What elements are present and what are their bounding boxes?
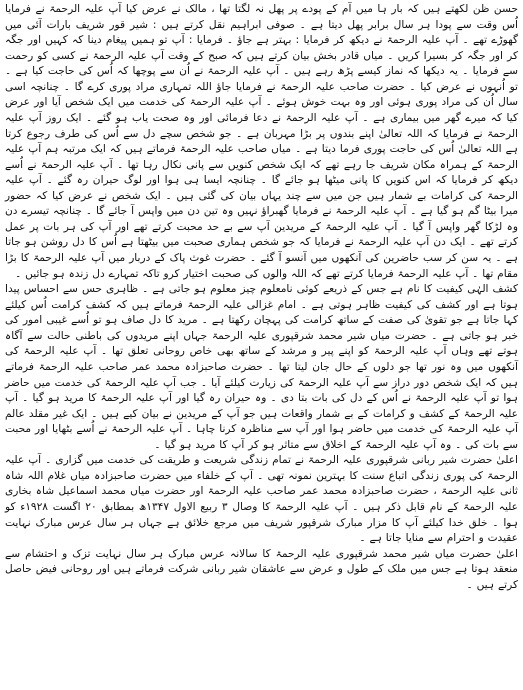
paragraph-karamat: حسن ظن لکھتے ہیں کہ بار ہا میں آم کے پودے پر پھل نہ لگتا تھا ، مالک نے عرض کیا آپ علیہ الرحمۃ نے فرمایا اُس وقت سے پودا ہر سال برابر پھل دیتا ہے ۔ صوفی ابراہیم نقل کرتے ہیں : شیر قور شریف بارات آئی میں گھوڑے تھے ۔ آپ علیہ الرحمۃ نے دیکھ کر فرمایا : بہتر ہے جاؤ ۔ فرمایا : آپ تو ہمیں پیغام دینا کہ کہیں اور جگہ کر اور جگہ کر بسیرا کریں ۔ میاں قادر بخش بیان کرتے ہیں کہ صبح کے وقت آپ علیہ الرحمۃ نے کسی کو رحمت سے فرمایا ۔ یہ دیکھا کہ نماز کیسے پڑھ رہے ہیں ۔ آپ علیہ الرحمۃ نے اُن سے پوچھا کہ اُس کی حاجت کیا ہے ۔ تو اُنہوں نے عرض کیا ۔ حضرت صاحب علیہ الرحمۃ نے فرمایا جاؤ اللہ تمہاری مراد پوری کرے گا ۔ چنانچہ اسی سال اُن کی مراد پوری ہوئی اور وہ بہت خوش ہوئے ۔ آپ علیہ الرحمۃ کی خدمت میں ایک شخص آیا اور عرض کیا کہ میرے گھر میں بیماری ہے ۔ آپ علیہ الرحمۃ نے دعا فرمائی اور وہ صحت یاب ہو گئے ۔ ایک روز آپ علیہ الرحمۃ نے فرمایا کہ اللہ تعالیٰ اپنے بندوں پر بڑا مہربان ہے ۔ جو شخص سچے دل سے اُس کی طرف رجوع کرتا ہے اللہ تعالیٰ اُس کی حاجت پوری فرما دیتا ہے ۔ میاں صاحب علیہ الرحمۃ فرماتے ہیں کہ ایک مرتبہ ہم آپ علیہ الرحمۃ کے ہمراہ مکان شریف جا رہے تھے کہ ایک شخص کنویں سے پانی نکال رہا تھا ۔ آپ علیہ الرحمۃ نے اُسے دیکھ کر فرمایا کہ اس کنویں کا پانی میٹھا ہو جائے گا ۔ چنانچہ ایسا ہی ہوا اور لوگ حیران رہ گئے ۔ آپ علیہ الرحمۃ کی کرامات بے شمار ہیں جن میں سے چند یہاں بیان کی گئی ہیں ۔ ایک شخص نے عرض کیا کہ حضور میرا بیٹا گم ہو گیا ہے ۔ آپ علیہ الرحمۃ نے فرمایا گھبراؤ نہیں وہ تین دن میں واپس آ جائے گا ۔ چنانچہ تیسرے دن وہ لڑکا گھر واپس آ گیا ۔ آپ علیہ الرحمۃ کے مریدین آپ سے بے حد محبت کرتے تھے اور آپ کی ہر بات پر عمل کرتے تھے ۔ ایک دن آپ علیہ الرحمۃ نے فرمایا کہ جو شخص ہماری صحبت میں بیٹھتا ہے اُس کا دل روشن ہو جاتا ہے ۔ یہ سن کر سب حاضرین کی آنکھوں میں آنسو آ گئے ۔ حضرت غوث پاک کے دربار میں آپ علیہ الرحمۃ کا بڑا مقام تھا ۔ آپ علیہ الرحمۃ فرمایا کرتے تھے کہ اللہ والوں کی صحبت اختیار کرو تاکہ تمہارے دل زندہ ہو جائیں ۔ <box>5 3 518 280</box>
paragraph-urs: اعلیٰ حضرت میاں شیر محمد شرقپوری علیہ الرحمۃ کا سالانہ عرس مبارک ہر سال نہایت تزک و احتشام سے منعقد ہوتا ہے جس میں ملک کے طول و عرض سے عاشقان شیر ربانی شرکت فرماتے ہیں اور روحانی فیض حاصل کرتے ہیں ۔ <box>5 547 518 591</box>
urdu-text-column <box>5 2 518 593</box>
paragraph-kashf: کشف الہٰی کیفیت کا نام ہے جس کے ذریعے کوئی نامعلوم چیز معلوم ہو جاتی ہے ۔ ظاہری حس سے احساس پیدا ہوتا ہے اور کشف کی کیفیت ظاہر ہوتی ہے ۔ امام غزالی علیہ الرحمۃ فرماتے ہیں کہ کشف کرامت اُس کیلئے کہا جاتا ہے جو تقویٰ کی صفت کے ساتھ کرامت کی پہچان رکھتا ہے ۔ مرید کا دل صاف ہو تو اُسے غیبی امور کی خبر ہو جاتی ہے ۔ حضرت میاں شیر محمد شرقپوری علیہ الرحمۃ جہاں اپنے مریدوں کی باطنی حالت سے آگاہ ہوتے تھے وہاں آپ علیہ الرحمۃ کو اپنے پیر و مرشد کے ساتھ بھی خاص روحانی تعلق تھا ۔ آپ علیہ الرحمۃ کی آنکھوں میں وہ نور تھا جو دلوں کے حال جان لیتا تھا ۔ حضرت صاحبزادہ محمد عمر صاحب علیہ الرحمۃ فرماتے ہیں کہ ایک شخص دور دراز سے آپ علیہ الرحمۃ کی زیارت کیلئے آیا ۔ جب آپ علیہ الرحمۃ کی خدمت میں حاضر ہوا تو آپ علیہ الرحمۃ نے اُس کے دل کی بات بتا دی ۔ وہ حیران رہ گیا اور آپ علیہ الرحمۃ کا مرید ہو گیا ۔ آپ علیہ الرحمۃ کے کشف و کرامات کے بے شمار واقعات ہیں جو آپ کے مریدین نے بیان کیے ہیں ۔ ایک غیر مقلد عالم آپ علیہ الرحمۃ کی خدمت میں حاضر ہوا اور آپ سے مناظرہ کرنا چاہا ۔ آپ علیہ الرحمۃ نے اُسے بٹھایا اور محبت سے بات کی ۔ وہ آپ علیہ الرحمۃ کے اخلاق سے متاثر ہو کر آپ کا مرید ہو گیا ۔ <box>5 283 518 451</box>
paragraph-life-and-khulafa: اعلیٰ حضرت شیر ربانی شرقپوری علیہ الرحمۃ نے تمام زندگی شریعت و طریقت کی خدمت میں گزاری ۔ آپ علیہ الرحمۃ کی پوری زندگی اتباع سنت کا بہترین نمونہ تھی ۔ آپ کے خلفاء میں حضرت صاحبزادہ میاں غلام اللہ شاہ ثانی علیہ الرحمۃ ، حضرت صاحبزادہ محمد عمر صاحب علیہ الرحمۃ اور حضرت میاں محمد اسماعیل شاہ بخاری علیہ الرحمۃ کے نام قابل ذکر ہیں ۔ آپ علیہ الرحمۃ کا وصال ۳ ربیع الاول ۱۳۴۷ھ بمطابق ۲۰ اگست ۱۹۲۸ء کو ہوا ۔ خلق خدا کیلئے آپ کا مزار مبارک شرقپور شریف میں مرجع خلائق ہے جہاں ہر سال عرس مبارک نہایت عقیدت و احترام سے منایا جاتا ہے ۔ <box>5 454 518 545</box>
